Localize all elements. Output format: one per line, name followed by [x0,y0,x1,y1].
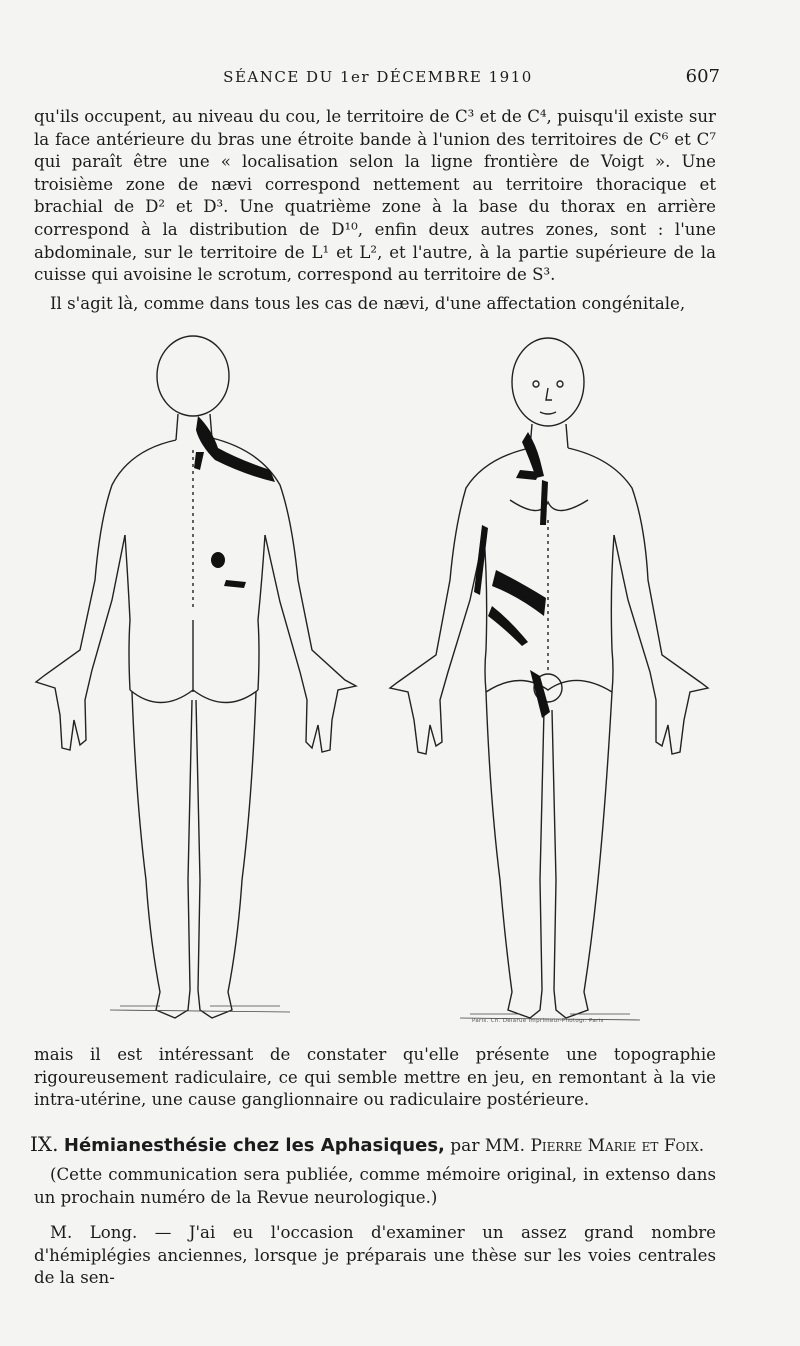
section-authors: Pierre Marie et Foix. [530,1136,705,1156]
paragraph-2 [34,293,716,316]
body-diagram-figure [0,320,800,1035]
paragraph-1 [34,106,716,287]
paragraph-3-text: mais il est intéressant de constater qu'elle présente une topographie rigoureusement radiculaire, ce qui semble mettre en jeu, en remontant à la vie intra-utérine, une cause ganglionnaire ou radiculaire postérieure. [34,1045,716,1110]
running-title: SÉANCE DU 1er DÉCEMBRE 1910 [223,68,533,86]
anterior-figure [390,338,708,1018]
running-header [36,64,720,92]
section-number: IX. [30,1132,59,1156]
paragraph-3 [34,1044,716,1112]
paragraph-1-text: qu'ils occupent, au niveau du cou, le territoire de C³ et de C⁴, puisqu'il existe sur la face antérieure du bras une étroite bande à l'union des territoires de C⁶ et C⁷ qui paraît être une « localisation selon la ligne frontière de Voigt ». Une troisième zone de nævi correspond nettement au territoire thoracique et brachial de D² et D³. Une quatrième zone à la base du thorax en arrière correspond à la distribution de D¹⁰, enfin deux autres zones, sont : l'une abdominale, sur le territoire de L¹ et L², et l'autre, à la partie supérieure de la cuisse qui avoisine le scrotum, correspond au territoire de S³. [34,107,716,285]
page-number: 607 [685,66,720,87]
paragraph-2-text: Il s'agit là, comme dans tous les cas de nævi, d'une affectation congénitale, [50,294,686,313]
authors-prefix: par MM. [450,1136,526,1156]
section-title: Hémianesthésie chez les Aphasiques, [63,1135,445,1156]
section-ix [30,1132,720,1158]
figure-credit: Paris. Ch. Delarue Imprimeur-Photogr. Paris [472,1018,604,1024]
publication-note-text: (Cette communication sera publiée, comme mémoire original, in extenso dans un prochain numéro de la Revue neurologique.) [34,1165,716,1207]
posterior-figure [36,336,356,1018]
paragraph-4-text: M. Long. — J'ai eu l'occasion d'examiner un assez grand nombre d'hémiplégies anciennes, lorsque je préparais une thèse sur les voies centrales de la sen- [34,1223,716,1288]
paragraph-4 [34,1222,716,1290]
figure-naevi-distribution [0,320,800,1035]
publication-note [34,1164,716,1209]
